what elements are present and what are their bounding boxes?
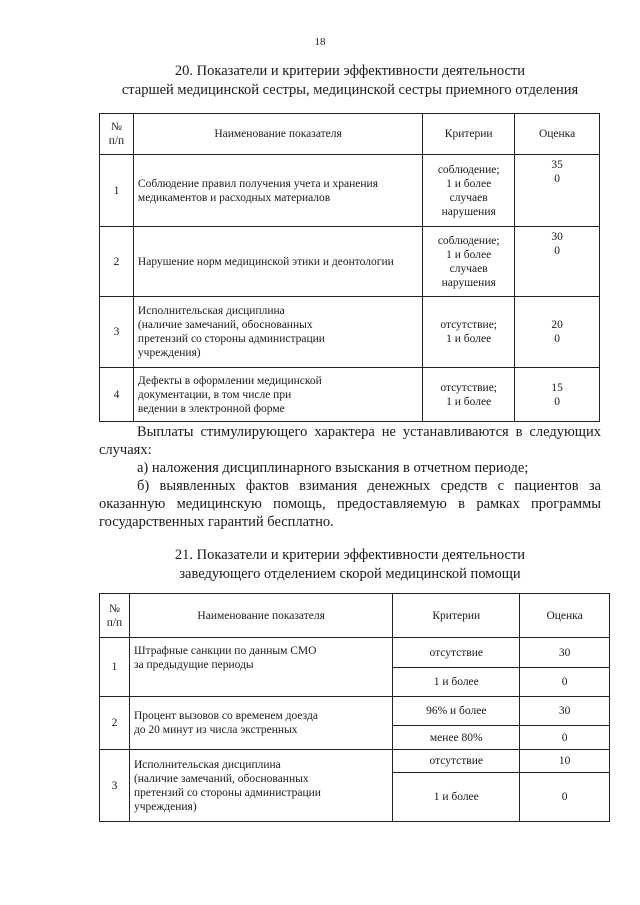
- row-criteria: отсутствие: [393, 750, 520, 773]
- criteria-line: 1 и более: [446, 395, 492, 408]
- table-row: [100, 297, 600, 368]
- section-21-title-line1: 21. Показатели и критерии эффективности деятельности: [174, 547, 526, 563]
- table-header-row: [100, 114, 600, 155]
- criteria-line: нарушения: [441, 205, 496, 218]
- row-num: 3: [100, 750, 130, 822]
- row-score: [515, 297, 600, 368]
- row-criteria: [423, 368, 515, 422]
- header-num: [100, 114, 134, 155]
- header-criteria: Критерии: [393, 594, 520, 638]
- criteria-line: случаев: [449, 262, 488, 275]
- row-name: [129, 638, 392, 697]
- header-num: [100, 594, 130, 638]
- row-score: 10: [520, 750, 610, 773]
- header-name: Наименование показателя: [129, 594, 392, 638]
- row-score: [515, 227, 600, 297]
- criteria-line: нарушения: [441, 276, 496, 289]
- name-line: Процент вызовов со временем доезда: [133, 710, 318, 722]
- section-21-title: [90, 546, 610, 584]
- section-20-title-line2: старшей медицинской сестры, медицинской сестры приемного отделения: [121, 82, 579, 98]
- row-name: [129, 697, 392, 750]
- score-line: 15: [551, 381, 563, 394]
- criteria-line: соблюдение;: [437, 234, 500, 247]
- row-name: [129, 750, 392, 822]
- row-num: 2: [100, 227, 134, 297]
- table-row: [100, 155, 600, 227]
- name-line: Исполнительская дисциплина: [137, 305, 285, 317]
- name-line: претензий со стороны администрации: [133, 786, 321, 799]
- section-20-title-line1: 20. Показатели и критерии эффективности деятельности: [174, 63, 526, 79]
- score-line: 0: [554, 173, 560, 185]
- row-num: 1: [100, 155, 134, 227]
- header-num-line1: №: [110, 121, 122, 133]
- table-row: [100, 368, 600, 422]
- name-line: претензий со стороны администрации: [137, 333, 325, 345]
- name-line: учреждения): [137, 347, 201, 359]
- row-num: 1: [100, 638, 130, 697]
- section-20-table: [99, 113, 600, 422]
- name-line: ведении в электронной форме: [137, 402, 285, 415]
- row-score: 0: [520, 773, 610, 822]
- header-score: Оценка: [515, 114, 600, 155]
- table-row: [100, 750, 610, 773]
- name-line: Исполнительская дисциплина: [133, 758, 281, 771]
- row-num: 2: [100, 697, 130, 750]
- table-header-row: [100, 594, 610, 638]
- row-name: [133, 297, 422, 368]
- payments-text: [99, 423, 601, 531]
- row-criteria: отсутствие: [393, 638, 520, 668]
- criteria-line: 1 и более: [446, 248, 492, 261]
- score-line: 35: [551, 159, 563, 171]
- payments-intro: Выплаты стимулирующего характера не устанавливаются в следующих случаях:: [99, 424, 601, 458]
- name-line: до 20 минут из числа экстренных: [133, 724, 298, 736]
- payments-item-b: б) выявленных фактов взимания денежных средств с пациентов за оказанную медицинскую помощь, предоставляемую в рамках программы государственных гарантий бесплатно.: [99, 478, 601, 530]
- score-line: 20: [551, 319, 563, 331]
- section-21-title-line2: заведующего отделением скорой медицинской помощи: [179, 566, 521, 582]
- name-line: Дефекты в оформлении медицинской: [137, 374, 322, 387]
- row-criteria: менее 80%: [393, 726, 520, 750]
- criteria-line: соблюдение;: [437, 163, 500, 176]
- row-num: 4: [100, 368, 134, 422]
- row-score: 30: [520, 638, 610, 668]
- row-criteria: [423, 297, 515, 368]
- table-row: [100, 697, 610, 726]
- row-num: 3: [100, 297, 134, 368]
- table-row: [100, 227, 600, 297]
- criteria-line: отсутствие;: [440, 319, 497, 331]
- row-score: 0: [520, 668, 610, 697]
- score-line: 30: [551, 231, 563, 243]
- name-line: за предыдущие периоды: [133, 659, 254, 671]
- name-line: (наличие замечаний, обоснованных: [133, 772, 309, 785]
- row-criteria: 1 и более: [393, 773, 520, 822]
- header-num-line1: №: [108, 602, 120, 615]
- header-num-line2: п/п: [106, 616, 123, 629]
- header-score: Оценка: [520, 594, 610, 638]
- score-line: 0: [554, 333, 560, 345]
- name-line: Штрафные санкции по данным СМО: [133, 645, 317, 657]
- criteria-line: 1 и более: [446, 333, 492, 345]
- name-line: (наличие замечаний, обоснованных: [137, 319, 313, 331]
- page-number: 18: [314, 36, 326, 48]
- row-score: [515, 155, 600, 227]
- header-num-line2: п/п: [108, 135, 125, 147]
- row-name: Нарушение норм медицинской этики и деонтологии: [133, 227, 422, 297]
- score-line: 0: [554, 245, 560, 257]
- score-line: 0: [554, 395, 560, 408]
- row-score: 0: [520, 726, 610, 750]
- row-criteria: [423, 155, 515, 227]
- row-criteria: 96% и более: [393, 697, 520, 726]
- row-criteria: 1 и более: [393, 668, 520, 697]
- criteria-line: 1 и более: [446, 177, 492, 190]
- payments-item-a: а) наложения дисциплинарного взыскания в отчетном периоде;: [137, 460, 529, 476]
- table-row: [100, 638, 610, 668]
- row-criteria: [423, 227, 515, 297]
- criteria-line: случаев: [449, 191, 488, 204]
- name-line: документации, в том числе при: [137, 388, 292, 401]
- header-criteria: Критерии: [423, 114, 515, 155]
- section-20-title: [100, 62, 600, 100]
- header-name: Наименование показателя: [133, 114, 422, 155]
- row-name: [133, 368, 422, 422]
- row-name: Соблюдение правил получения учета и хранения медикаментов и расходных материалов: [133, 155, 422, 227]
- name-line: учреждения): [133, 800, 197, 813]
- criteria-line: отсутствие;: [440, 381, 497, 394]
- row-score: [515, 368, 600, 422]
- section-21-table: [99, 593, 610, 822]
- row-score: 30: [520, 697, 610, 726]
